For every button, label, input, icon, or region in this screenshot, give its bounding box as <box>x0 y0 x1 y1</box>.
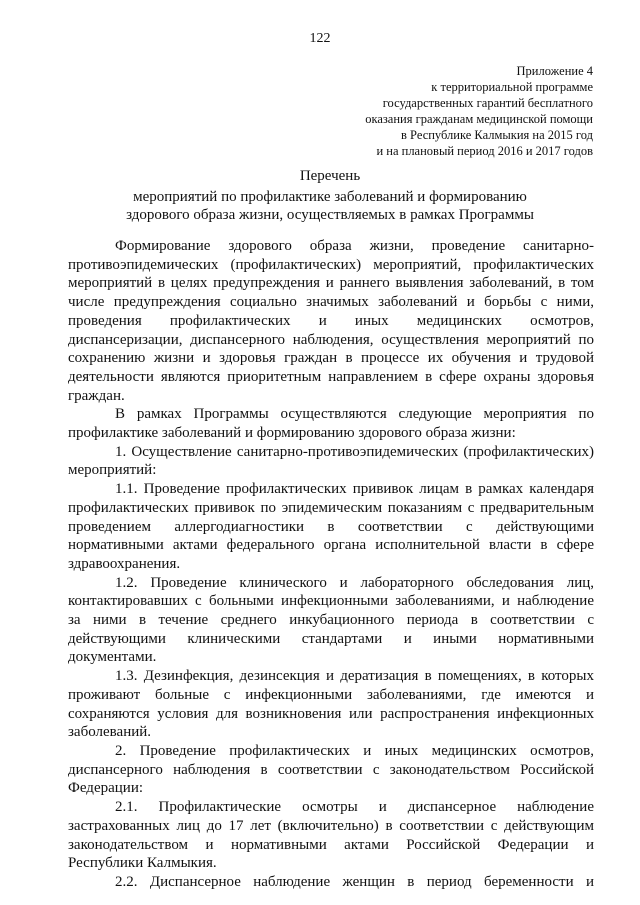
body-line: профилактических прививок по эпидемическим показаниям с предварительным <box>68 499 594 516</box>
body-line: деятельности являются приоритетным направлением в сфере охраны здоровья <box>68 368 594 385</box>
body-line: проведением аллергодиагностики в соответствии с действующими <box>68 518 594 535</box>
body-line: числе предупреждения социально значимых заболеваний и борьбы с ними, <box>68 294 594 311</box>
document-title <box>60 167 600 224</box>
body-line: законодательством и нормативными актами Российской Федерации и <box>68 836 594 853</box>
body-line: 2.2. Диспансерное наблюдение женщин в период беременности и <box>115 873 594 890</box>
title-line: здорового образа жизни, осуществляемых в рамках Программы <box>126 207 534 223</box>
body-line: документами. <box>68 649 157 666</box>
body-line: застрахованных лиц до 17 лет (включительно) в соответствии с действующим <box>68 817 594 834</box>
body-line: сохраняются условия для возникновения или распространения инфекционных <box>68 705 594 722</box>
body-line: здравоохранения. <box>68 555 181 572</box>
body-line: нормативными актами федерального органа исполнительной власти в сфере <box>68 537 594 554</box>
body-line: мероприятий: <box>68 462 157 479</box>
body-line: контактировавших с больными инфекционными заболеваниями, и наблюдение <box>68 593 594 610</box>
body-line: 2. Проведение профилактических и иных медицинских осмотров, <box>115 742 594 759</box>
body-line: действующими клиническими стандартами и иными нормативными <box>68 630 594 647</box>
body-line: 1. Осуществление санитарно-противоэпидемических (профилактических) <box>115 443 594 460</box>
body-line: сохранению жизни и здоровья граждан в процессе их обучения и трудовой <box>68 350 594 367</box>
body-line: проведения профилактических и иных медицинских осмотров, <box>68 312 594 329</box>
body-line: диспансеризации, диспансерного наблюдения, осуществления мероприятий по <box>68 331 594 348</box>
body-line: за ними в течение среднего инкубационного периода в соответствии с <box>68 612 594 629</box>
appendix-line: государственных гарантий бесплатного <box>382 96 593 110</box>
appendix-line: к территориальной программе <box>431 80 593 94</box>
body-line: проживают больные с инфекционными заболеваниями, где имеются и <box>68 686 594 703</box>
appendix-line: в Республике Калмыкия на 2015 год <box>401 128 593 142</box>
body-line: 1.3. Дезинфекция, дезинсекция и дератизация в помещениях, в которых <box>115 668 594 685</box>
appendix-line: оказания гражданам медицинской помощи <box>365 112 593 126</box>
page-number: 122 <box>309 31 331 46</box>
body-line: противоэпидемических (профилактических) мероприятий, профилактических <box>68 256 594 273</box>
body-line: 1.2. Проведение клинического и лабораторного обследования лиц, <box>115 574 594 591</box>
body-text <box>68 237 594 892</box>
body-line: Федерации: <box>68 780 144 797</box>
appendix-line: и на плановый период 2016 и 2017 годов <box>376 144 593 158</box>
body-line: диспансерного наблюдения в соответствии с законодательством Российской <box>68 761 594 778</box>
body-line: профилактике заболеваний и формированию здорового образа жизни: <box>68 425 516 442</box>
body-line: мероприятий в целях предупреждения и раннего выявления заболеваний, в том <box>68 275 594 292</box>
body-line: заболеваний. <box>68 724 152 741</box>
appendix-line: Приложение 4 <box>516 64 593 78</box>
title-heading: Перечень <box>299 168 361 184</box>
body-line: граждан. <box>68 387 125 404</box>
body-line: 2.1. Профилактические осмотры и диспансерное наблюдение <box>115 799 594 816</box>
body-line: Формирование здорового образа жизни, проведение санитарно- <box>115 238 594 254</box>
appendix-block <box>365 63 593 159</box>
body-line: Республики Калмыкия. <box>68 855 217 872</box>
body-line: В рамках Программы осуществляются следующие мероприятия по <box>115 406 594 423</box>
title-line: мероприятий по профилактике заболеваний и формированию <box>133 189 527 205</box>
body-line: 1.1. Проведение профилактических прививок лицам в рамках календаря <box>115 481 594 498</box>
